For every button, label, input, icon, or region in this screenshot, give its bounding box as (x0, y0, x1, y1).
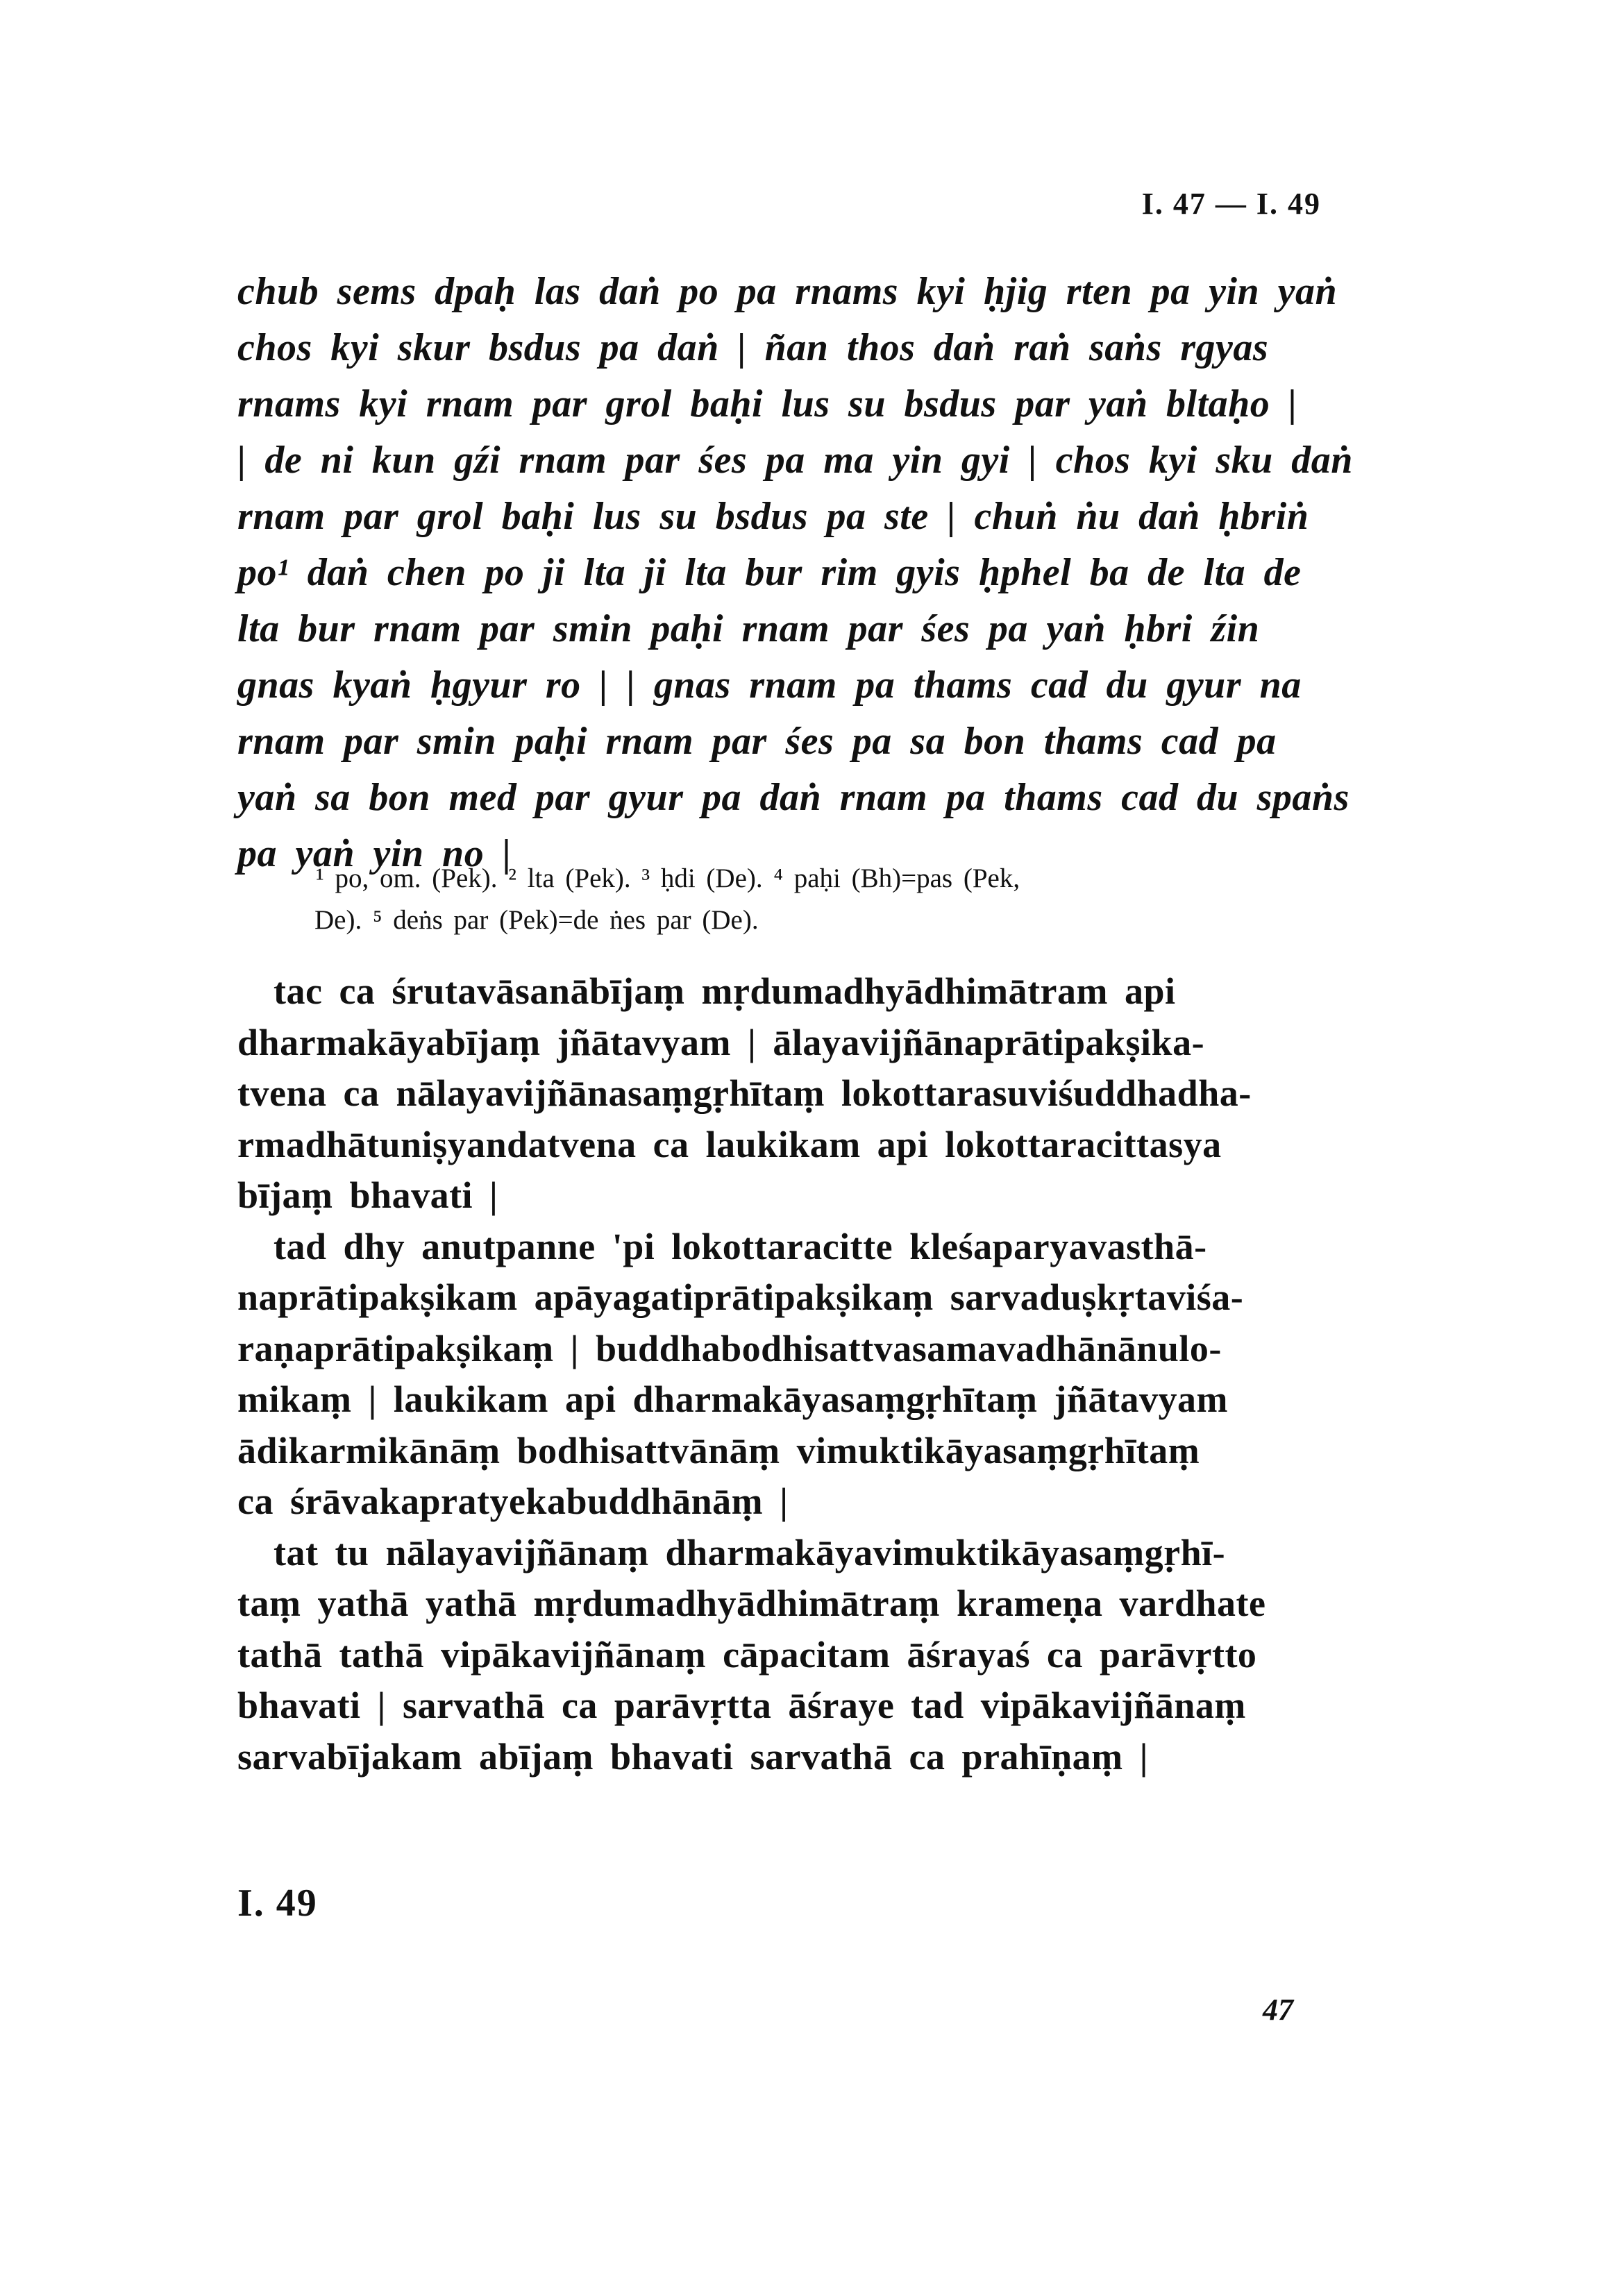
sanskrit-paragraph (237, 966, 1383, 1222)
sanskrit-line: rmadhātuniṣyandatvena ca laukikam api lokottaracittasya (237, 1123, 1222, 1165)
tibetan-line: pa yaṅ yin no | (237, 832, 512, 875)
sanskrit-line: taṃ yathā yathā mṛdumadhyādhimātraṃ krameṇa vardhate (237, 1582, 1266, 1624)
page-number: 47 (1263, 1993, 1293, 2027)
tibetan-line: po¹ daṅ chen po ji lta ji lta bur rim gyis ḥphel ba de lta de (237, 551, 1302, 594)
sanskrit-text-block (237, 966, 1383, 1782)
sanskrit-line: tac ca śrutavāsanābījaṃ mṛdumadhyādhimātram api (274, 970, 1176, 1012)
running-head: I. 47 — I. 49 (1141, 187, 1321, 221)
tibetan-line: lta bur rnam par smin paḥi rnam par śes pa yaṅ ḥbri źin (237, 607, 1260, 650)
sanskrit-paragraph (237, 1222, 1383, 1528)
sanskrit-line: tvena ca nālayavijñānasaṃgṛhītaṃ lokottarasuviśuddhadha- (237, 1072, 1252, 1114)
tibetan-line: rnam par grol baḥi lus su bsdus pa ste | chuṅ ṅu daṅ ḥbriṅ (237, 495, 1309, 538)
sanskrit-line: raṇaprātipakṣikaṃ | buddhabodhisattvasamavadhānānulo- (237, 1327, 1222, 1369)
tibetan-line: chub sems dpaḥ las daṅ po pa rnams kyi ḥjig rten pa yin yaṅ (237, 270, 1338, 313)
sanskrit-line: mikaṃ | laukikam api dharmakāyasaṃgṛhītaṃ jñātavyam (237, 1378, 1229, 1420)
sanskrit-line: dharmakāyabījaṃ jñātavyam | ālayavijñānaprātipakṣika- (237, 1021, 1205, 1063)
tibetan-line: gnas kyaṅ ḥgyur ro | | gnas rnam pa thams cad du gyur na (237, 664, 1302, 707)
tibetan-line: rnam par smin paḥi rnam par śes pa sa bon thams cad pa (237, 720, 1277, 763)
footnotes (316, 858, 1357, 941)
sanskrit-line: naprātipakṣikam apāyagatiprātipakṣikaṃ sarvaduṣkṛtaviśa- (237, 1276, 1244, 1318)
sanskrit-line: ādikarmikānāṃ bodhisattvānāṃ vimuktikāyasaṃgṛhītaṃ (237, 1429, 1200, 1471)
sanskrit-paragraph (237, 1528, 1383, 1783)
sanskrit-line: bījaṃ bhavati | (237, 1174, 498, 1216)
sanskrit-line: tat tu nālayavijñānaṃ dharmakāyavimuktikāyasaṃgṛhī- (274, 1531, 1226, 1573)
tibetan-line: chos kyi skur bsdus pa daṅ | ñan thos daṅ raṅ saṅs rgyas (237, 326, 1269, 369)
footnote-line: De). ⁵ deṅs par (Pek)=de ṅes par (De). (314, 905, 759, 935)
sanskrit-line: tad dhy anutpanne 'pi lokottaracitte kleśaparyavasthā- (274, 1225, 1207, 1267)
sanskrit-line: ca śrāvakapratyekabuddhānāṃ | (237, 1480, 789, 1522)
sanskrit-line: sarvabījakam abījaṃ bhavati sarvathā ca prahīṇaṃ | (237, 1735, 1148, 1778)
section-heading: I. 49 (237, 1882, 318, 1925)
footnote-line: ¹ po, om. (Pek). ² lta (Pek). ³ ḥdi (De). ⁴ paḥi (Bh)=pas (Pek, (316, 863, 1020, 893)
tibetan-text-block (237, 264, 1383, 882)
sanskrit-line: bhavati | sarvathā ca parāvṛtta āśraye tad vipākavijñānaṃ (237, 1685, 1246, 1726)
tibetan-line: rnams kyi rnam par grol baḥi lus su bsdus par yaṅ bltaḥo | (237, 382, 1297, 425)
tibetan-line: yaṅ sa bon med par gyur pa daṅ rnam pa thams cad du spaṅs (237, 776, 1349, 819)
tibetan-line: | de ni kun gźi rnam par śes pa ma yin gyi | chos kyi sku daṅ (237, 439, 1353, 482)
sanskrit-line: tathā tathā vipākavijñānaṃ cāpacitam āśrayaś ca parāvṛtto (237, 1633, 1257, 1675)
